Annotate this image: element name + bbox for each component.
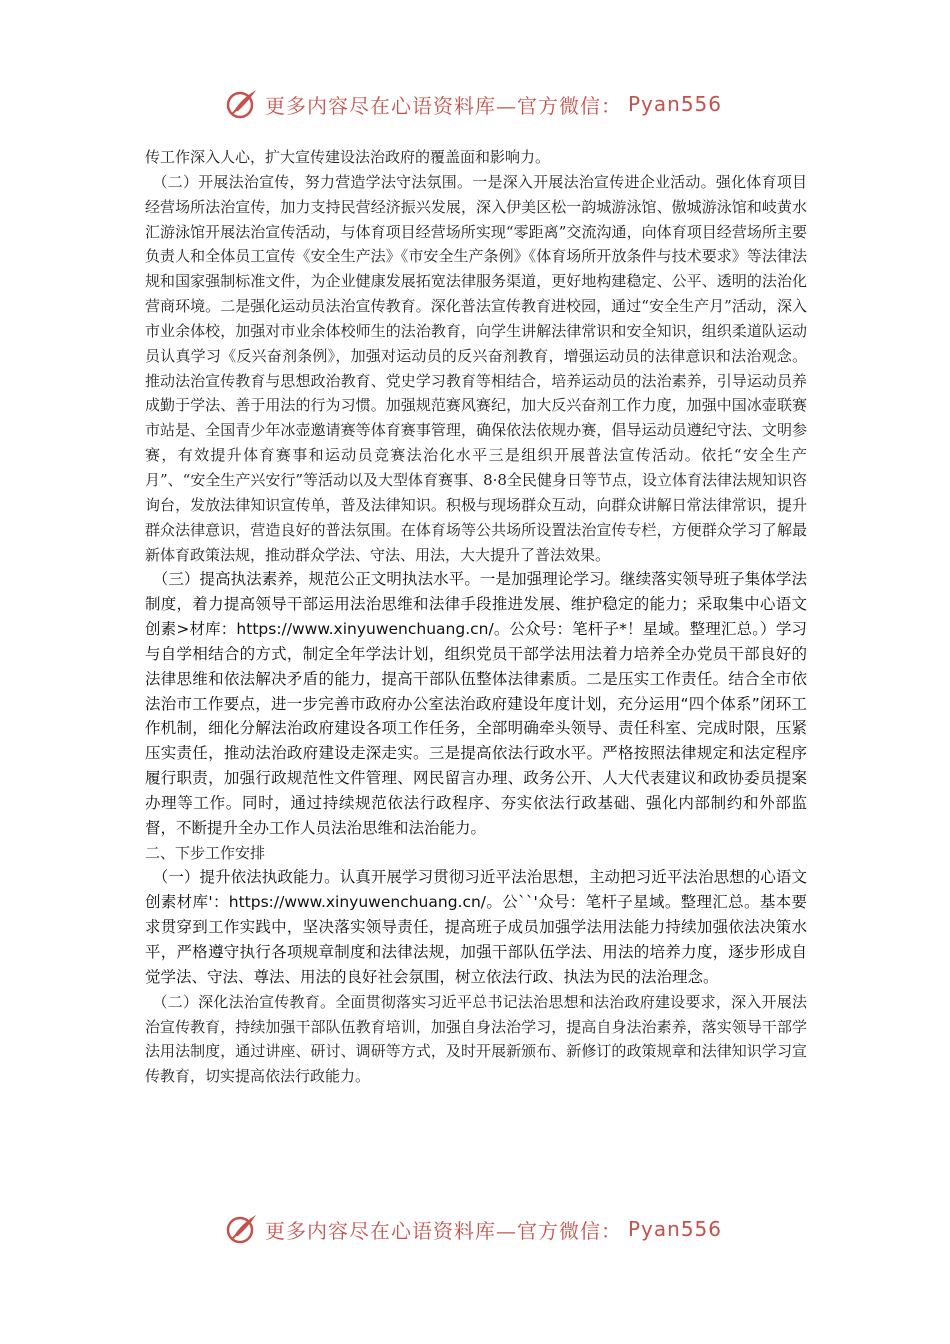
quill-logo-icon bbox=[225, 87, 259, 121]
paragraph-governance-ability: （一）提升依法执政能力。认真开展学习贯彻习近平法治思想，主动把习近平法治思想的心语文创素材库'：https://www.xinyuwenchuang.cn/。公``'众号：笔杆子星域。整理汇总。基本要求贯穿到工作实践中，坚决落实领导责任，提高班子成员加强学法用法能力持续加强依法决策水平，严格遵守执行各项规章制度和法律法规，加强干部队伍学法、用法的培养力度，逐步形成自觉学法、守法、尊法、用法的良好社会氛围，树立依法行政、执法为民的法治理念。 bbox=[145, 868, 807, 986]
banner-text: 更多内容尽在心语资料库—官方微信： bbox=[265, 1218, 622, 1243]
paragraph-continuation: 传工作深入人心，扩大宣传建设法治政府的覆盖面和影响力。 bbox=[145, 148, 551, 166]
banner-text: 更多内容尽在心语资料库—官方微信： bbox=[265, 93, 622, 118]
paragraph-deepen-publicity: （二）深化法治宣传教育。全面贯彻落实习近平总书记法治思想和法治政府建设要求，深入开展法治宣传教育，持续加强干部队伍教育培训，加强自身法治学习，提高自身法治素养，落实领导干部学法用法制度，通过讲座、研讨、调研等方式，及时开展新颁布、新修订的政策规章和法律知识学习宣传教育，切实提高依法行政能力。 bbox=[145, 992, 807, 1086]
paragraph-law-enforcement: （三）提高执法素养，规范公正文明执法水平。一是加强理论学习。继续落实领导班子集体学法制度，着力提高领导干部运用法治思维和法律手段推进发展、维护稳定的能力；采取集中心语文创素>材库：https://www.xinyuwenchuang.cn/。公众号：笔杆子*！星域。整理汇总。）学习与自学相结合的方式，制定全年学法计划，组织党员干部学法用法着力培养全办党员干部良好的法律思维和依法解决矛盾的能力，提高干部队伍整体法律素质。二是压实工作责任。结合全市依法治市工作要点，进一步完善市政府办公室法治政府建设年度计划，充分运用“四个体系”闭环工作机制，细化分解法治政府建设各项工作任务，全部明确牵头领导、责任科室、完成时限，压紧压实责任，推动法治政府建设走深走实。三是提高依法行政水平。严格按照法律规定和法定程序履行职责，加强行政规范性文件管理、网民留言办理、政务公开、人大代表建议和政协委员提案办理等工作。同时，通过持续规范依法行政程序、夯实依法行政基础、强化内部制约和外部监督，不断提升全办工作人员法治思维和法治能力。 bbox=[145, 570, 807, 837]
document-body bbox=[145, 145, 807, 1089]
section-heading-next-steps: 二、下步工作安排 bbox=[145, 843, 266, 862]
paragraph-legal-publicity: （二）开展法治宣传，努力营造学法守法氛围。一是深入开展法治宣传进企业活动。强化体育项目经营场所法治宣传，加力支持民营经济振兴发展，深入伊美区松一韵城游泳馆、傲城游泳馆和岐黄水汇游泳馆开展法治宣传活动，与体育项目经营场所实现“零距离”交流沟通，向体育项目经营场所主要负责人和全体员工宣传《安全生产法》《市安全生产条例》《体育场所开放条件与技术要求》等法律法规和国家强制标准文件，为企业健康发展拓宽法律服务渠道，更好地构建稳定、公平、透明的法治化营商环境。二是强化运动员法治宣传教育。深化普法宣传教育进校园，通过“安全生产月”活动，深入市业余体校，加强对市业余体校师生的法治教育，向学生讲解法律常识和安全知识，组织柔道队运动员认真学习《反兴奋剂条例》，加强对运动员的反兴奋剂教育，增强运动员的法律意识和法治观念。推动法治宣传教育与思想政治教育、党史学习教育等相结合，培养运动员的法治素养，引导运动员养成勤于学法、善于用法的行为习惯。加强规范赛风赛纪，加大反兴奋剂工作力度，加强中国冰壶联赛市站是、全国青少年冰壶邀请赛等体育赛事管理，确保依法依规办赛，倡导运动员遵纪守法、文明参赛，有效提升体育赛事和运动员竞赛法治化水平三是组织开展普法宣传活动。依托“安全生产月”、“安全生产兴安行”等活动以及大型体育赛事、8·8全民健身日等节点，设立体育法律法规知识咨询台，发放法律知识宣传单，普及法律知识。积极与现场群众互动，向群众讲解日常法律常识，提升群众法律意识，营造良好的普法氛围。在体育场等公共场所设置法治宣传专栏，方便群众学习了解最新体育政策法规，推动群众学法、守法、用法，大大提升了普法效果。 bbox=[145, 172, 807, 564]
banner-wechat-id: Pyan556 bbox=[628, 92, 723, 116]
header-banner bbox=[225, 86, 745, 122]
banner-wechat-id: Pyan556 bbox=[628, 1217, 723, 1241]
quill-logo-icon bbox=[225, 1212, 259, 1246]
footer-banner bbox=[225, 1211, 745, 1247]
